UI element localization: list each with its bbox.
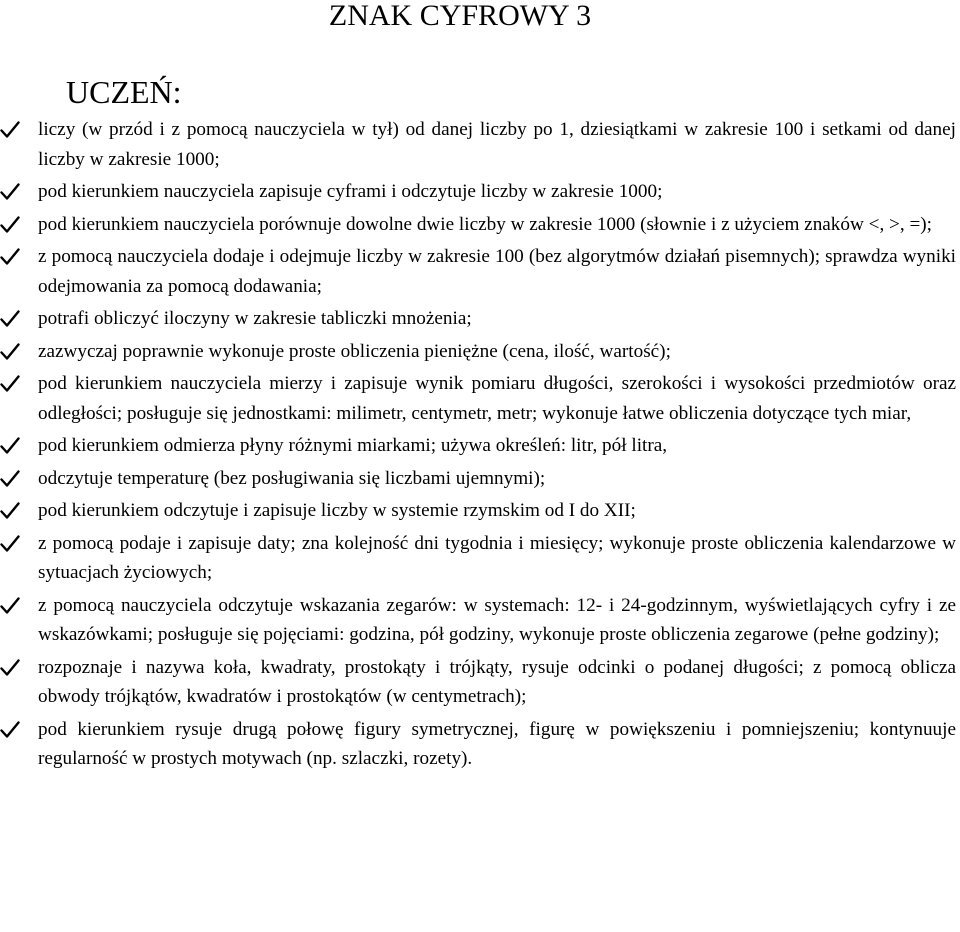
list-item [0,529,960,588]
list-item [0,496,960,526]
list-item-text: liczy (w przód i z pomocą nauczyciela w tył) od danej liczby po 1, dziesiątkami w zakresie 100 i setkami od danej liczby w zakresie 1000; [38,119,956,170]
list-item [0,115,960,174]
checkmark-icon [0,310,20,328]
list-item-text: pod kierunkiem nauczyciela mierzy i zapisuje wynik pomiaru długości, szerokości i wysokości przedmiotów oraz odległości; posługuje się jednostkami: milimetr, centymetr, metr; wykonuje łatwe obliczenia dotyczące tych miar, [38,373,956,424]
checkmark-icon [0,183,20,201]
checkmark-icon [0,121,20,139]
checkmark-icon [0,470,20,488]
list-item [0,591,960,650]
list-item [0,177,960,207]
list-item [0,369,960,428]
checkmark-icon [0,216,20,234]
list-item-text: pod kierunkiem nauczyciela zapisuje cyframi i odczytuje liczby w zakresie 1000; [38,181,663,202]
list-item-text: zazwyczaj poprawnie wykonuje proste obliczenia pieniężne (cena, ilość, wartość); [38,340,671,362]
checkmark-icon [0,502,20,520]
checkmark-icon [0,597,20,615]
list-item [0,210,960,240]
list-item-text: potrafi obliczyć iloczyny w zakresie tabliczki mnożenia; [38,308,472,329]
checkmark-icon [0,535,20,553]
list-item-text: z pomocą podaje i zapisuje daty; zna kolejność dni tygodnia i miesięcy; wykonuje proste obliczenia kalendarzowe w sytuacjach życiowych; [38,532,956,583]
checkmark-icon [0,721,20,739]
checkmark-icon [0,343,20,361]
section-heading: UCZEŃ: [66,74,182,110]
checkmark-icon [0,659,20,677]
list-item [0,653,960,712]
list-item-text: pod kierunkiem odczytuje i zapisuje liczby w systemie rzymskim od I do XII; [38,500,636,521]
checkmark-icon [0,248,20,266]
list-item-text: pod kierunkiem odmierza płyny różnymi miarkami; używa określeń: litr, pół litra, [38,435,668,456]
list-item [0,242,960,301]
list-item-text: pod kierunkiem rysuje drugą połowę figury symetrycznej, figurę w powiększeniu i pomniejszeniu; kontynuuje regularność w prostych motywach (np. szlaczki, rozety). [38,718,956,769]
page-title: ZNAK CYFROWY 3 [328,0,592,32]
list-item-text: rozpoznaje i nazywa koła, kwadraty, prostokąty i trójkąty, rysuje odcinki o podanej długości; z pomocą oblicza obwody trójkątów, kwadratów i prostokątów (w centymetrach); [38,656,956,707]
list-item [0,715,960,774]
list-item-text: odczytuje temperaturę (bez posługiwania się liczbami ujemnymi); [38,467,546,489]
list-item [0,337,960,367]
list-item-text: z pomocą nauczyciela dodaje i odejmuje liczby w zakresie 100 (bez algorytmów działań pisemnych); sprawdza wyniki odejmowania za pomocą dodawania; [38,246,956,297]
list-item [0,304,960,334]
checkmark-icon [0,437,20,455]
list-item-text: z pomocą nauczyciela odczytuje wskazania zegarów: w systemach: 12- i 24-godzinnym, wyświetlających cyfry i ze wskazówkami; posługuje się pojęciami: godzina, pół godziny, wykonuje proste obliczenia zegarowe (pełne godziny); [38,594,956,645]
list-item-text: pod kierunkiem nauczyciela porównuje dowolne dwie liczby w zakresie 1000 (słownie i z użyciem znaków <, >, =); [38,213,933,235]
list-item [0,431,960,461]
requirements-list [0,115,960,777]
checkmark-icon [0,375,20,393]
list-item [0,464,960,494]
